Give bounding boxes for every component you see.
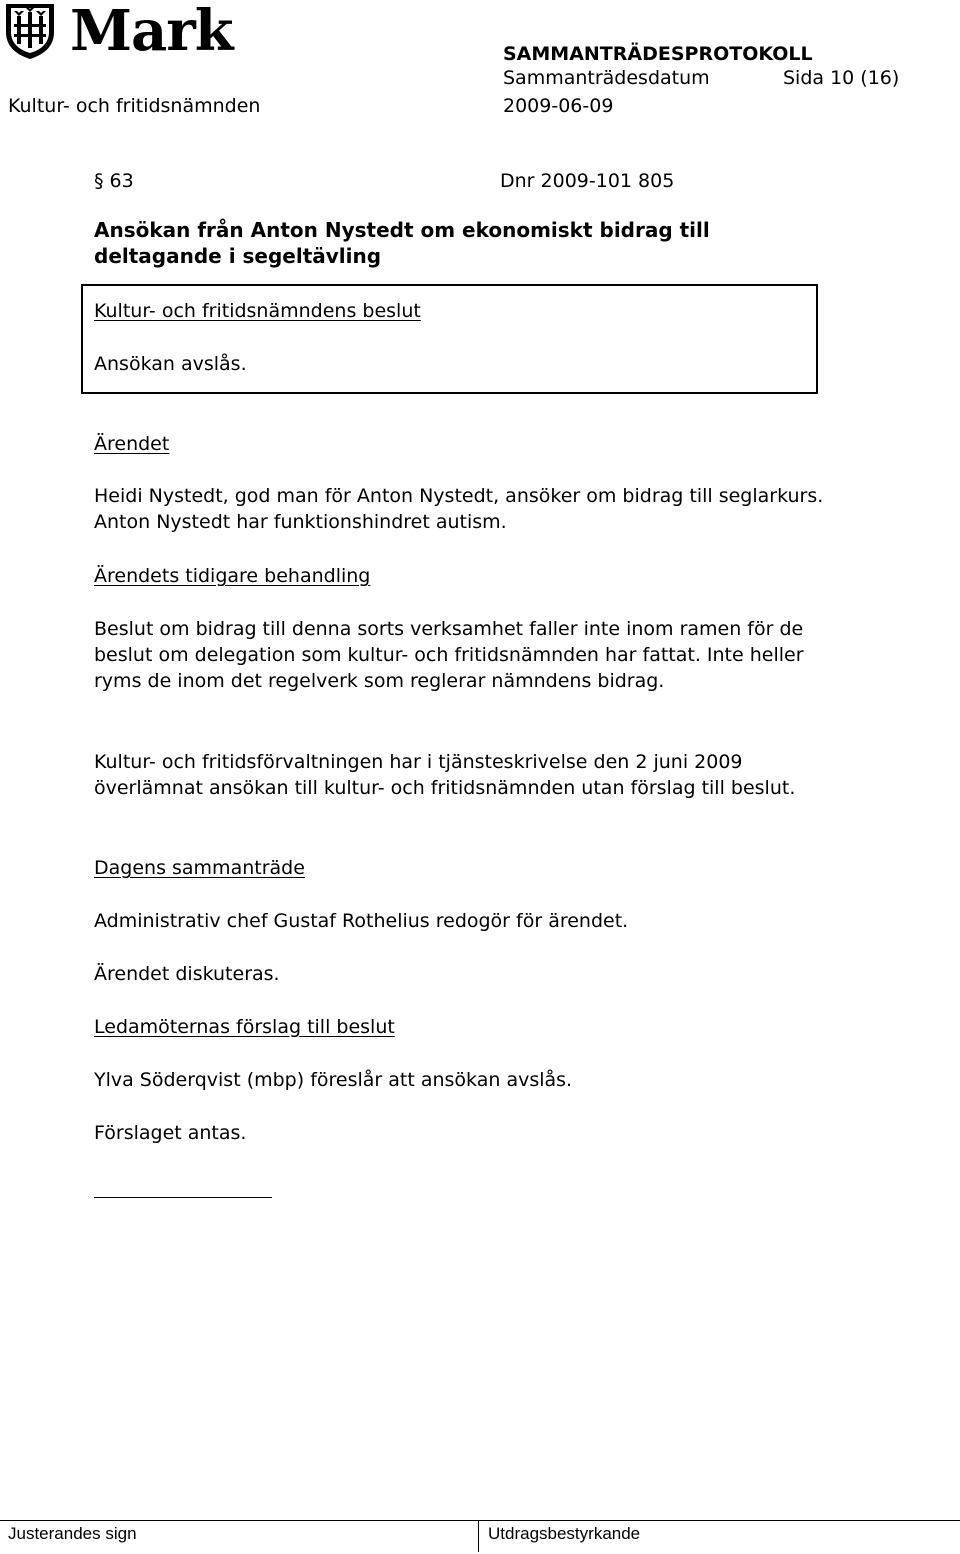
case-text: Heidi Nystedt, god man för Anton Nystedt, ansöker om bidrag till seglarkurs. Anton Nystedt har funktionshindret autism. (94, 485, 824, 533)
municipality-logo-text: Mark (70, 0, 233, 64)
previous-handling-heading: Ärendets tidigare behandling (94, 565, 371, 587)
proposals-heading: Ledamöternas förslag till beslut (94, 1016, 395, 1038)
previous-handling-text-2: Kultur- och fritidsförvaltningen har i tjänsteskrivelse den 2 juni 2009 överlämnat ansökan till kultur- och fritidsnämnden utan förslag till beslut. (94, 751, 796, 799)
coat-of-arms-logo (4, 2, 56, 60)
footer-utdragsbestyrkande: Utdragsbestyrkande (488, 1524, 641, 1543)
meeting-date: 2009-06-09 (503, 95, 614, 117)
document-type: SAMMANTRÄDESPROTOKOLL (503, 43, 813, 65)
decision-text: Ansökan avslås. (94, 353, 247, 375)
meeting-date-label: Sammanträdesdatum (503, 67, 710, 89)
previous-handling-text-1: Beslut om bidrag till denna sorts verksamhet faller inte inom ramen för de beslut om delegation som kultur- och fritidsnämnden har fattat. Inte heller ryms de inom det regelverk som reglerar nämndens bidrag. (94, 618, 804, 692)
page-number: Sida 10 (16) (783, 67, 900, 89)
meeting-text-1: Administrativ chef Gustaf Rothelius redogör för ärendet. (94, 910, 629, 932)
item-title: Ansökan från Anton Nystedt om ekonomiskt bidrag till deltagande i segeltävling (94, 218, 710, 268)
footer-rule (0, 1520, 960, 1521)
paragraph-number: § 63 (94, 170, 134, 192)
case-heading: Ärendet (94, 433, 170, 455)
footer-justerandes-sign: Justerandes sign (8, 1524, 137, 1543)
footer-divider (478, 1520, 479, 1552)
meeting-heading: Dagens sammanträde (94, 857, 305, 879)
proposal-text: Ylva Söderqvist (mbp) föreslår att ansökan avslås. (94, 1069, 573, 1091)
department-name: Kultur- och fritidsnämnden (8, 95, 261, 117)
proposal-outcome: Förslaget antas. (94, 1122, 247, 1144)
meeting-text-2: Ärendet diskuteras. (94, 963, 280, 985)
end-line (94, 1197, 272, 1198)
diary-number: Dnr 2009-101 805 (500, 170, 675, 192)
decision-heading: Kultur- och fritidsnämndens beslut (94, 300, 421, 322)
